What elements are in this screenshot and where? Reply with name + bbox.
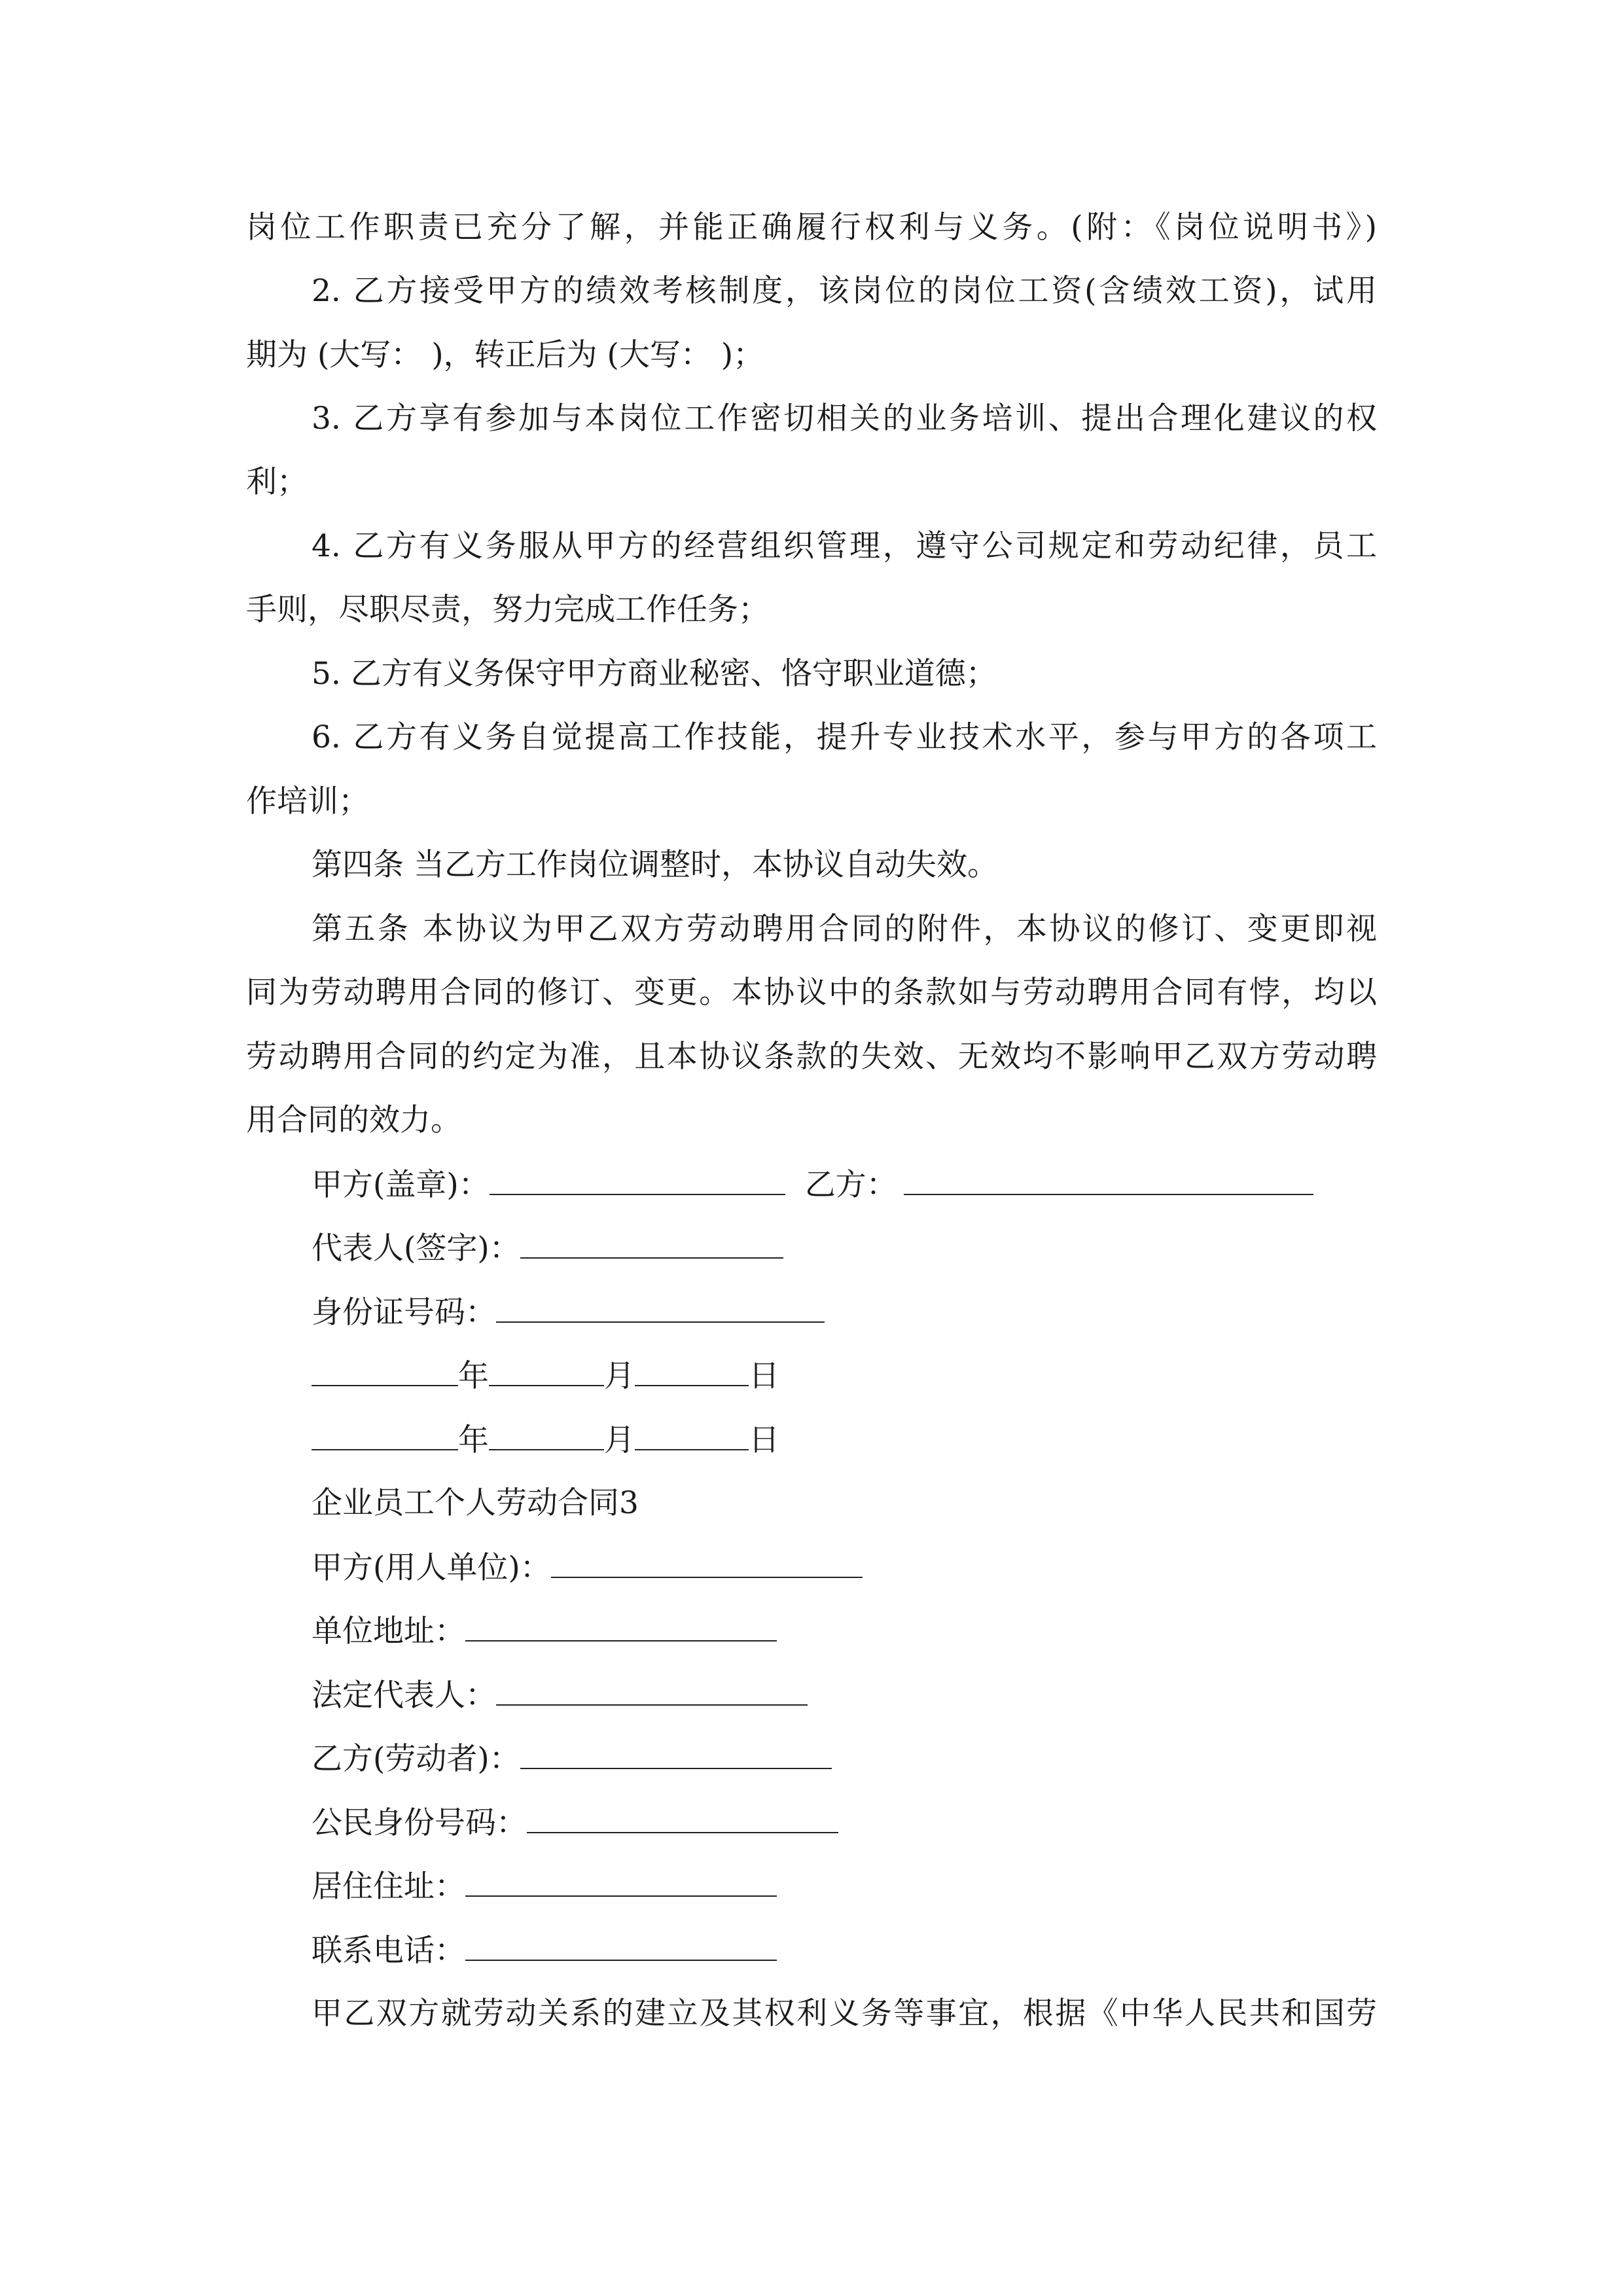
- phone-blank[interactable]: [465, 1931, 777, 1961]
- party-a-seal-label: 甲方(盖章)：: [312, 1167, 490, 1203]
- phone-row: [312, 1931, 777, 1971]
- phone-label: 联系电话：: [312, 1933, 465, 1969]
- party-a-seal-row: [312, 1165, 1313, 1205]
- legal-rep-blank[interactable]: [496, 1676, 808, 1706]
- residence-label: 居住住址：: [312, 1869, 465, 1905]
- employer-row: [312, 1548, 863, 1588]
- date-row-1: [312, 1356, 779, 1396]
- party-a-seal-blank[interactable]: [490, 1165, 785, 1195]
- employer-label: 甲方(用人单位)：: [312, 1550, 551, 1586]
- paragraph-line: 岗位工作职责已充分了解，并能正确履行权利与义务。(附：《岗位说明书》): [246, 209, 1377, 245]
- legal-rep-label: 法定代表人：: [312, 1677, 496, 1713]
- clause-5: 5. 乙方有义务保守甲方商业秘密、恪守职业道德；: [312, 656, 997, 692]
- citizen-id-label: 公民身份号码：: [312, 1805, 527, 1841]
- representative-label: 代表人(签字)：: [312, 1230, 520, 1266]
- article-5-line-1: 第五条 本协议为甲乙双方劳动聘用合同的附件，本协议的修订、变更即视: [312, 911, 1377, 947]
- legal-rep-row: [312, 1676, 808, 1715]
- article-5-line-2: 同为劳动聘用合同的修订、变更。本协议中的条款如与劳动聘用合同有悖，均以: [246, 975, 1377, 1011]
- employee-blank[interactable]: [520, 1739, 832, 1769]
- address-label: 单位地址：: [312, 1613, 465, 1649]
- contract-title: 企业员工个人劳动合同3: [312, 1485, 639, 1521]
- employer-blank[interactable]: [551, 1548, 863, 1578]
- month-blank[interactable]: [489, 1356, 604, 1386]
- year-blank[interactable]: [312, 1420, 458, 1450]
- clause-2-line-2: 期为 (大写： )，转正后为 (大写： )；: [246, 337, 764, 373]
- month-label: 月: [604, 1358, 635, 1394]
- month-blank[interactable]: [489, 1420, 604, 1450]
- citizen-id-blank[interactable]: [527, 1803, 838, 1833]
- year-label: 年: [458, 1422, 489, 1458]
- id-number-label: 身份证号码：: [312, 1295, 496, 1331]
- party-b-blank[interactable]: [904, 1165, 1313, 1195]
- address-row: [312, 1611, 777, 1651]
- year-blank[interactable]: [312, 1356, 458, 1386]
- article-4: 第四条 当乙方工作岗位调整时，本协议自动失效。: [312, 847, 998, 883]
- clause-2-line-1: 2. 乙方接受甲方的绩效考核制度，该岗位的岗位工资(含绩效工资)，试用: [312, 273, 1377, 309]
- id-number-row: [312, 1293, 825, 1333]
- article-5-line-3: 劳动聘用合同的约定为准，且本协议条款的失效、无效均不影响甲乙双方劳动聘: [246, 1039, 1377, 1075]
- residence-blank[interactable]: [465, 1867, 777, 1897]
- residence-row: [312, 1867, 777, 1907]
- day-label: 日: [749, 1358, 779, 1394]
- day-blank[interactable]: [635, 1420, 749, 1450]
- address-blank[interactable]: [465, 1611, 777, 1641]
- date-row-2: [312, 1420, 779, 1460]
- clause-4-line-1: 4. 乙方有义务服从甲方的经营组织管理，遵守公司规定和劳动纪律，员工: [312, 528, 1377, 564]
- article-5-line-4: 用合同的效力。: [246, 1102, 461, 1138]
- employee-label: 乙方(劳动者)：: [312, 1741, 520, 1777]
- clause-6-line-2: 作培训；: [246, 783, 369, 819]
- employee-row: [312, 1739, 832, 1779]
- representative-blank[interactable]: [520, 1229, 783, 1259]
- citizen-id-row: [312, 1803, 838, 1843]
- representative-row: [312, 1229, 783, 1268]
- month-label: 月: [604, 1422, 635, 1458]
- clause-3-line-1: 3. 乙方享有参加与本岗位工作密切相关的业务培训、提出合理化建议的权: [312, 401, 1377, 437]
- clause-6-line-1: 6. 乙方有义务自觉提高工作技能，提升专业技术水平，参与甲方的各项工: [312, 719, 1377, 755]
- clause-3-line-2: 利；: [246, 464, 308, 500]
- clause-4-line-2: 手则，尽职尽责，努力完成工作任务；: [246, 592, 769, 628]
- day-label: 日: [749, 1422, 779, 1458]
- party-b-label: 乙方：: [804, 1167, 897, 1203]
- preamble-line: 甲乙双方就劳动关系的建立及其权利义务等事宜，根据《中华人民共和国劳: [312, 1996, 1377, 2032]
- day-blank[interactable]: [635, 1356, 749, 1386]
- year-label: 年: [458, 1358, 489, 1394]
- id-number-blank[interactable]: [496, 1293, 825, 1323]
